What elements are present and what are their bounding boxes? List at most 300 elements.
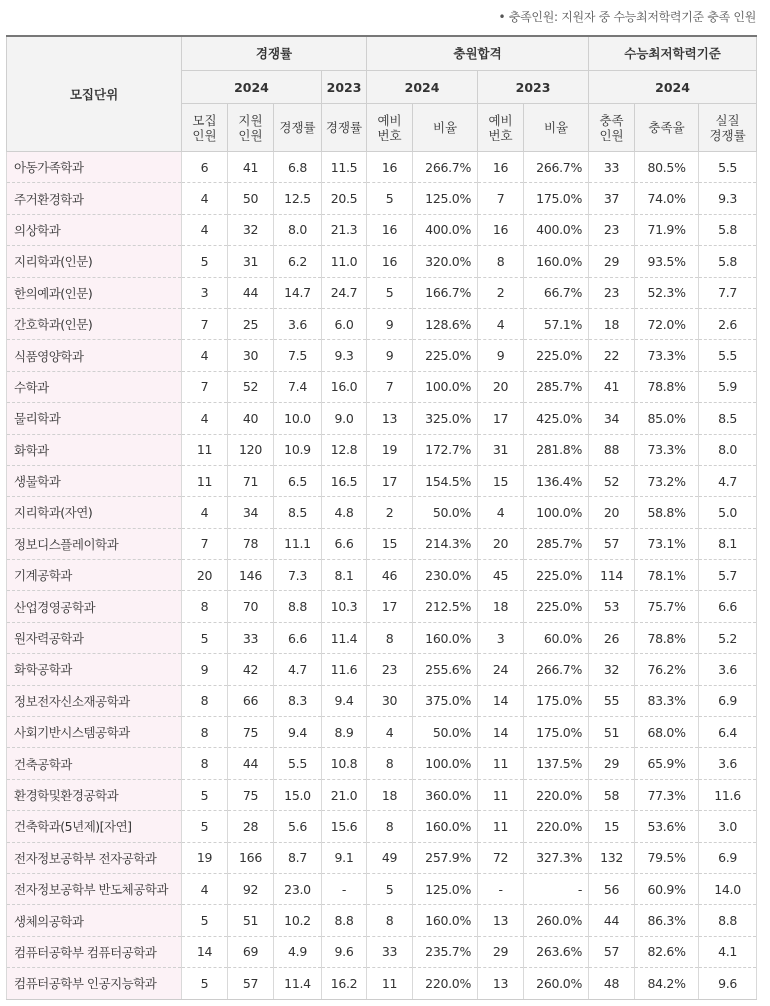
cell-unit-name: 화학과: [7, 434, 182, 465]
cell-rate-2024: 6.2: [274, 246, 322, 277]
cell-rate-2023: 15.6: [322, 811, 367, 842]
cell-real-rate: 9.6: [699, 968, 757, 999]
cell-met-count: 56: [589, 873, 635, 904]
table-row: [7, 905, 757, 936]
cell-recruit: 7: [182, 308, 228, 339]
cell-ratio-2024: 160.0%: [413, 622, 478, 653]
header-comp-2024: 2024: [182, 71, 322, 104]
cell-rate-2024: 10.9: [274, 434, 322, 465]
cell-unit-name: 컴퓨터공학부 컴퓨터공학과: [7, 936, 182, 967]
cell-rate-2024: 8.8: [274, 591, 322, 622]
header-comp-2023: 2023: [322, 71, 367, 104]
cell-unit-name: 건축학과(5년제)[자연]: [7, 811, 182, 842]
cell-applicants: 34: [228, 497, 274, 528]
cell-waitlist-2024: 8: [367, 622, 413, 653]
cell-recruit: 4: [182, 403, 228, 434]
cell-recruit: 7: [182, 528, 228, 559]
table-row: [7, 308, 757, 339]
cell-unit-name: 정보디스플레이학과: [7, 528, 182, 559]
cell-applicants: 44: [228, 748, 274, 779]
cell-ratio-2023: 425.0%: [524, 403, 589, 434]
cell-waitlist-2023: -: [478, 873, 524, 904]
cell-met-rate: 83.3%: [635, 685, 699, 716]
cell-real-rate: 5.5: [699, 340, 757, 371]
cell-met-count: 57: [589, 936, 635, 967]
cell-rate-2024: 4.9: [274, 936, 322, 967]
cell-ratio-2024: 172.7%: [413, 434, 478, 465]
cell-real-rate: 6.4: [699, 717, 757, 748]
cell-rate-2023: 8.8: [322, 905, 367, 936]
cell-real-rate: 11.6: [699, 779, 757, 810]
cell-rate-2024: 8.3: [274, 685, 322, 716]
cell-applicants: 31: [228, 246, 274, 277]
cell-recruit: 14: [182, 936, 228, 967]
cell-real-rate: 3.6: [699, 748, 757, 779]
cell-ratio-2023: 175.0%: [524, 717, 589, 748]
cell-rate-2023: 9.4: [322, 685, 367, 716]
cell-met-count: 23: [589, 277, 635, 308]
header-ratio: 비율: [413, 104, 478, 152]
cell-rate-2023: 11.6: [322, 654, 367, 685]
cell-ratio-2024: 360.0%: [413, 779, 478, 810]
cell-applicants: 57: [228, 968, 274, 999]
table-row: [7, 717, 757, 748]
cell-ratio-2024: 325.0%: [413, 403, 478, 434]
cell-waitlist-2024: 7: [367, 371, 413, 402]
cell-unit-name: 생체의공학과: [7, 905, 182, 936]
cell-rate-2023: 8.1: [322, 560, 367, 591]
cell-real-rate: 5.8: [699, 214, 757, 245]
cell-recruit: 20: [182, 560, 228, 591]
cell-real-rate: 7.7: [699, 277, 757, 308]
cell-ratio-2023: 225.0%: [524, 560, 589, 591]
cell-unit-name: 수학과: [7, 371, 182, 402]
cell-real-rate: 6.9: [699, 685, 757, 716]
cell-applicants: 25: [228, 308, 274, 339]
table-body: [7, 152, 757, 1000]
cell-rate-2024: 9.4: [274, 717, 322, 748]
cell-waitlist-2023: 4: [478, 497, 524, 528]
cell-unit-name: 식품영양학과: [7, 340, 182, 371]
cell-rate-2023: 6.0: [322, 308, 367, 339]
cell-waitlist-2024: 9: [367, 308, 413, 339]
table-row: [7, 842, 757, 873]
cell-waitlist-2023: 8: [478, 246, 524, 277]
cell-rate-2024: 6.5: [274, 465, 322, 496]
cell-met-count: 58: [589, 779, 635, 810]
cell-applicants: 75: [228, 717, 274, 748]
cell-waitlist-2023: 29: [478, 936, 524, 967]
table-row: [7, 434, 757, 465]
cell-waitlist-2024: 19: [367, 434, 413, 465]
cell-rate-2024: 8.7: [274, 842, 322, 873]
cell-met-count: 44: [589, 905, 635, 936]
cell-applicants: 41: [228, 152, 274, 183]
cell-waitlist-2024: 4: [367, 717, 413, 748]
cell-met-rate: 75.7%: [635, 591, 699, 622]
cell-rate-2024: 23.0: [274, 873, 322, 904]
cell-met-rate: 77.3%: [635, 779, 699, 810]
cell-waitlist-2023: 11: [478, 811, 524, 842]
cell-met-count: 41: [589, 371, 635, 402]
cell-real-rate: 3.6: [699, 654, 757, 685]
table-row: [7, 403, 757, 434]
cell-rate-2024: 11.1: [274, 528, 322, 559]
cell-rate-2023: 8.9: [322, 717, 367, 748]
cell-recruit: 11: [182, 465, 228, 496]
cell-ratio-2024: 125.0%: [413, 873, 478, 904]
cell-waitlist-2024: 30: [367, 685, 413, 716]
cell-rate-2023: 12.8: [322, 434, 367, 465]
cell-met-count: 114: [589, 560, 635, 591]
cell-applicants: 28: [228, 811, 274, 842]
cell-met-rate: 53.6%: [635, 811, 699, 842]
cell-ratio-2023: 136.4%: [524, 465, 589, 496]
cell-met-rate: 85.0%: [635, 403, 699, 434]
cell-met-rate: 65.9%: [635, 748, 699, 779]
cell-met-rate: 73.2%: [635, 465, 699, 496]
cell-real-rate: 8.5: [699, 403, 757, 434]
cell-waitlist-2024: 16: [367, 246, 413, 277]
cell-applicants: 30: [228, 340, 274, 371]
table-row: [7, 465, 757, 496]
cell-recruit: 5: [182, 779, 228, 810]
table-row: [7, 748, 757, 779]
table-row: [7, 936, 757, 967]
cell-rate-2023: 16.0: [322, 371, 367, 402]
cell-rate-2024: 5.6: [274, 811, 322, 842]
cell-rate-2024: 6.6: [274, 622, 322, 653]
cell-recruit: 5: [182, 622, 228, 653]
cell-waitlist-2023: 15: [478, 465, 524, 496]
cell-rate-2023: 9.1: [322, 842, 367, 873]
cell-rate-2024: 7.3: [274, 560, 322, 591]
table-row: [7, 873, 757, 904]
cell-real-rate: 5.0: [699, 497, 757, 528]
cell-unit-name: 지리학과(인문): [7, 246, 182, 277]
cell-ratio-2023: 400.0%: [524, 214, 589, 245]
cell-ratio-2023: 100.0%: [524, 497, 589, 528]
cell-recruit: 19: [182, 842, 228, 873]
cell-waitlist-2023: 72: [478, 842, 524, 873]
cell-met-rate: 73.1%: [635, 528, 699, 559]
cell-ratio-2023: 220.0%: [524, 779, 589, 810]
cell-ratio-2023: 220.0%: [524, 811, 589, 842]
cell-waitlist-2024: 18: [367, 779, 413, 810]
cell-rate-2024: 4.7: [274, 654, 322, 685]
cell-ratio-2024: 220.0%: [413, 968, 478, 999]
cell-ratio-2023: -: [524, 873, 589, 904]
cell-recruit: 8: [182, 717, 228, 748]
cell-unit-name: 생물학과: [7, 465, 182, 496]
cell-waitlist-2024: 23: [367, 654, 413, 685]
cell-recruit: 7: [182, 371, 228, 402]
cell-rate-2023: 21.3: [322, 214, 367, 245]
cell-waitlist-2024: 11: [367, 968, 413, 999]
cell-waitlist-2023: 11: [478, 779, 524, 810]
cell-applicants: 78: [228, 528, 274, 559]
cell-applicants: 52: [228, 371, 274, 402]
cell-waitlist-2023: 13: [478, 968, 524, 999]
cell-waitlist-2023: 14: [478, 685, 524, 716]
cell-ratio-2023: 285.7%: [524, 528, 589, 559]
table-row: [7, 152, 757, 183]
cell-ratio-2023: 260.0%: [524, 968, 589, 999]
cell-met-rate: 82.6%: [635, 936, 699, 967]
cell-met-count: 52: [589, 465, 635, 496]
cell-waitlist-2024: 16: [367, 152, 413, 183]
cell-ratio-2024: 320.0%: [413, 246, 478, 277]
cell-real-rate: 9.3: [699, 183, 757, 214]
cell-ratio-2024: 160.0%: [413, 811, 478, 842]
table-row: [7, 528, 757, 559]
cell-met-rate: 84.2%: [635, 968, 699, 999]
table-row: [7, 497, 757, 528]
table-row: [7, 968, 757, 999]
cell-ratio-2023: 281.8%: [524, 434, 589, 465]
cell-rate-2023: 9.3: [322, 340, 367, 371]
cell-rate-2023: 20.5: [322, 183, 367, 214]
cell-applicants: 50: [228, 183, 274, 214]
table-row: [7, 246, 757, 277]
cell-recruit: 5: [182, 905, 228, 936]
cell-real-rate: 6.6: [699, 591, 757, 622]
cell-real-rate: 6.9: [699, 842, 757, 873]
cell-applicants: 40: [228, 403, 274, 434]
table-row: [7, 560, 757, 591]
cell-real-rate: 14.0: [699, 873, 757, 904]
cell-rate-2024: 8.0: [274, 214, 322, 245]
cell-rate-2024: 7.4: [274, 371, 322, 402]
cell-met-count: 23: [589, 214, 635, 245]
header-real-rate: 실질 경쟁률: [699, 104, 757, 152]
cell-applicants: 32: [228, 214, 274, 245]
cell-recruit: 4: [182, 497, 228, 528]
cell-rate-2024: 10.0: [274, 403, 322, 434]
table-row: [7, 811, 757, 842]
header-rate-2023: 경쟁률: [322, 104, 367, 152]
cell-recruit: 4: [182, 183, 228, 214]
cell-waitlist-2023: 13: [478, 905, 524, 936]
cell-ratio-2023: 160.0%: [524, 246, 589, 277]
header-waitlist-2023: 예비 번호: [478, 104, 524, 152]
cell-rate-2023: 11.4: [322, 622, 367, 653]
table-row: [7, 183, 757, 214]
cell-met-count: 37: [589, 183, 635, 214]
cell-unit-name: 기계공학과: [7, 560, 182, 591]
cell-recruit: 6: [182, 152, 228, 183]
cell-ratio-2023: 175.0%: [524, 183, 589, 214]
cell-unit-name: 사회기반시스템공학과: [7, 717, 182, 748]
cell-ratio-2024: 214.3%: [413, 528, 478, 559]
cell-met-rate: 78.8%: [635, 622, 699, 653]
cell-unit-name: 의상학과: [7, 214, 182, 245]
cell-rate-2024: 8.5: [274, 497, 322, 528]
cell-ratio-2023: 66.7%: [524, 277, 589, 308]
cell-waitlist-2024: 17: [367, 465, 413, 496]
cell-waitlist-2024: 5: [367, 277, 413, 308]
cell-waitlist-2024: 46: [367, 560, 413, 591]
cell-rate-2024: 7.5: [274, 340, 322, 371]
cell-rate-2023: 10.3: [322, 591, 367, 622]
cell-waitlist-2023: 9: [478, 340, 524, 371]
cell-waitlist-2024: 8: [367, 811, 413, 842]
header-ratio-2023: 비율: [524, 104, 589, 152]
cell-ratio-2023: 60.0%: [524, 622, 589, 653]
cell-rate-2024: 15.0: [274, 779, 322, 810]
cell-waitlist-2024: 8: [367, 748, 413, 779]
cell-real-rate: 4.7: [699, 465, 757, 496]
cell-recruit: 4: [182, 214, 228, 245]
cell-recruit: 5: [182, 246, 228, 277]
cell-applicants: 120: [228, 434, 274, 465]
header-add-2024: 2024: [367, 71, 478, 104]
cell-met-rate: 86.3%: [635, 905, 699, 936]
header-competition: 경쟁률: [182, 36, 367, 71]
cell-ratio-2024: 50.0%: [413, 717, 478, 748]
cell-met-rate: 71.9%: [635, 214, 699, 245]
cell-met-count: 20: [589, 497, 635, 528]
cell-recruit: 3: [182, 277, 228, 308]
cell-met-count: 33: [589, 152, 635, 183]
cell-met-count: 48: [589, 968, 635, 999]
cell-real-rate: 8.8: [699, 905, 757, 936]
header-recruit: 모집 인원: [182, 104, 228, 152]
cell-ratio-2024: 375.0%: [413, 685, 478, 716]
table-row: [7, 622, 757, 653]
cell-waitlist-2023: 20: [478, 528, 524, 559]
cell-ratio-2023: 175.0%: [524, 685, 589, 716]
cell-rate-2024: 3.6: [274, 308, 322, 339]
cell-unit-name: 전자정보공학부 반도체공학과: [7, 873, 182, 904]
cell-rate-2023: 4.8: [322, 497, 367, 528]
cell-waitlist-2024: 49: [367, 842, 413, 873]
cell-rate-2023: 16.5: [322, 465, 367, 496]
cell-ratio-2024: 266.7%: [413, 152, 478, 183]
cell-met-count: 18: [589, 308, 635, 339]
cell-waitlist-2023: 16: [478, 152, 524, 183]
cell-met-count: 53: [589, 591, 635, 622]
cell-ratio-2024: 125.0%: [413, 183, 478, 214]
cell-applicants: 44: [228, 277, 274, 308]
cell-met-rate: 80.5%: [635, 152, 699, 183]
cell-rate-2024: 5.5: [274, 748, 322, 779]
cell-unit-name: 한의예과(인문): [7, 277, 182, 308]
cell-waitlist-2023: 31: [478, 434, 524, 465]
cell-waitlist-2024: 15: [367, 528, 413, 559]
cell-met-rate: 72.0%: [635, 308, 699, 339]
cell-waitlist-2024: 5: [367, 183, 413, 214]
cell-met-rate: 74.0%: [635, 183, 699, 214]
cell-waitlist-2024: 13: [367, 403, 413, 434]
cell-waitlist-2023: 16: [478, 214, 524, 245]
cell-met-rate: 79.5%: [635, 842, 699, 873]
admission-table: [6, 35, 757, 1000]
cell-rate-2023: 16.2: [322, 968, 367, 999]
cell-waitlist-2024: 17: [367, 591, 413, 622]
cell-real-rate: 4.1: [699, 936, 757, 967]
cell-ratio-2024: 225.0%: [413, 340, 478, 371]
cell-real-rate: 5.8: [699, 246, 757, 277]
cell-met-count: 29: [589, 246, 635, 277]
cell-recruit: 9: [182, 654, 228, 685]
cell-waitlist-2023: 45: [478, 560, 524, 591]
table-row: [7, 340, 757, 371]
cell-met-count: 15: [589, 811, 635, 842]
cell-unit-name: 지리학과(자연): [7, 497, 182, 528]
cell-rate-2023: 10.8: [322, 748, 367, 779]
cell-unit-name: 건축공학과: [7, 748, 182, 779]
header-csat: 수능최저학력기준: [589, 36, 757, 71]
cell-ratio-2023: 327.3%: [524, 842, 589, 873]
cell-ratio-2023: 260.0%: [524, 905, 589, 936]
header-csat-2024: 2024: [589, 71, 757, 104]
cell-unit-name: 환경학및환경공학과: [7, 779, 182, 810]
cell-applicants: 69: [228, 936, 274, 967]
cell-unit-name: 간호학과(인문): [7, 308, 182, 339]
cell-met-rate: 68.0%: [635, 717, 699, 748]
cell-ratio-2023: 266.7%: [524, 152, 589, 183]
cell-waitlist-2024: 16: [367, 214, 413, 245]
cell-waitlist-2024: 9: [367, 340, 413, 371]
cell-recruit: 5: [182, 968, 228, 999]
cell-met-count: 57: [589, 528, 635, 559]
cell-waitlist-2024: 2: [367, 497, 413, 528]
cell-real-rate: 5.9: [699, 371, 757, 402]
cell-ratio-2024: 255.6%: [413, 654, 478, 685]
cell-met-rate: 93.5%: [635, 246, 699, 277]
cell-unit-name: 화학공학과: [7, 654, 182, 685]
cell-applicants: 146: [228, 560, 274, 591]
table-row: [7, 685, 757, 716]
cell-waitlist-2023: 17: [478, 403, 524, 434]
cell-applicants: 75: [228, 779, 274, 810]
cell-met-count: 22: [589, 340, 635, 371]
cell-rate-2023: 21.0: [322, 779, 367, 810]
footnote: • 충족인원: 지원자 중 수능최저학력기준 충족 인원: [498, 10, 756, 24]
cell-met-rate: 60.9%: [635, 873, 699, 904]
table-row: [7, 371, 757, 402]
cell-met-count: 29: [589, 748, 635, 779]
cell-met-count: 132: [589, 842, 635, 873]
cell-ratio-2023: 225.0%: [524, 591, 589, 622]
cell-rate-2023: -: [322, 873, 367, 904]
cell-real-rate: 2.6: [699, 308, 757, 339]
header-met-rate: 충족율: [635, 104, 699, 152]
cell-ratio-2024: 235.7%: [413, 936, 478, 967]
cell-ratio-2024: 100.0%: [413, 748, 478, 779]
cell-ratio-2024: 212.5%: [413, 591, 478, 622]
cell-unit-name: 컴퓨터공학부 인공지능학과: [7, 968, 182, 999]
cell-ratio-2024: 154.5%: [413, 465, 478, 496]
header-unit: 모집단위: [7, 36, 182, 152]
cell-waitlist-2024: 5: [367, 873, 413, 904]
cell-rate-2023: 9.0: [322, 403, 367, 434]
cell-waitlist-2023: 4: [478, 308, 524, 339]
cell-ratio-2023: 57.1%: [524, 308, 589, 339]
cell-ratio-2024: 50.0%: [413, 497, 478, 528]
table-row: [7, 654, 757, 685]
cell-unit-name: 원자력공학과: [7, 622, 182, 653]
cell-unit-name: 전자정보공학부 전자공학과: [7, 842, 182, 873]
cell-applicants: 51: [228, 905, 274, 936]
cell-recruit: 8: [182, 685, 228, 716]
cell-applicants: 42: [228, 654, 274, 685]
cell-ratio-2024: 230.0%: [413, 560, 478, 591]
cell-applicants: 33: [228, 622, 274, 653]
cell-unit-name: 물리학과: [7, 403, 182, 434]
cell-met-count: 32: [589, 654, 635, 685]
